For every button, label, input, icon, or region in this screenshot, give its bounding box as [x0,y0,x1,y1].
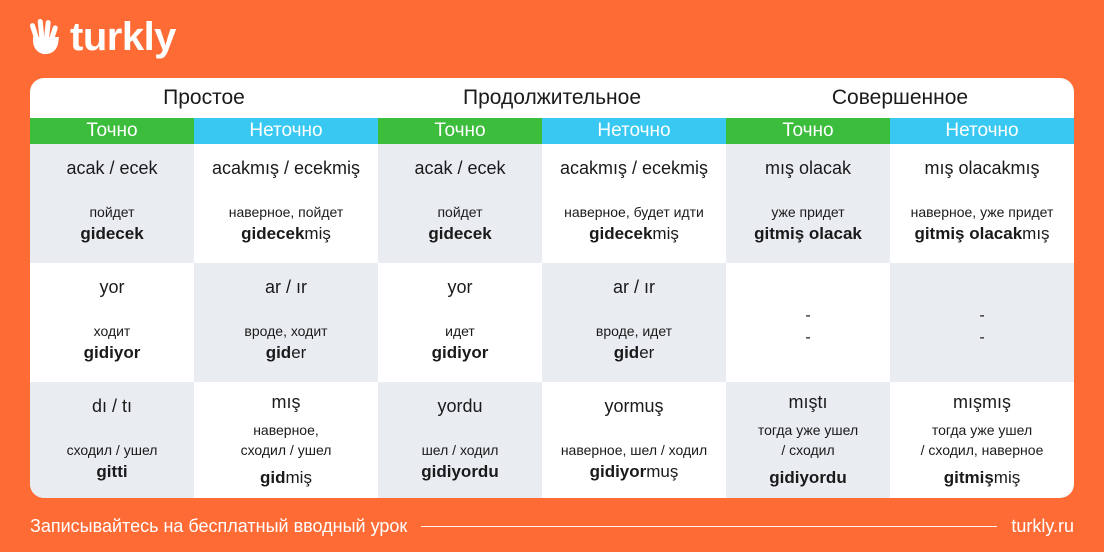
group-header-perfect: Совершенное [831,86,969,109]
example-ending: er [291,343,307,362]
translation-text: шел / ходил [421,442,499,458]
example-word [542,462,726,482]
hand-icon [28,17,64,57]
translation-text: вроде, идет [595,323,673,339]
example-stem: gid [265,343,292,362]
suffix-label: acak / ecek [414,158,506,178]
translation-text: уже придет [771,204,845,220]
suffix-label: yormuş [604,396,664,416]
example-stem: gidecek [589,224,653,243]
empty-dash: - [805,329,811,346]
table-cell [194,144,378,263]
translation-text: / сходил, наверное [920,442,1044,458]
footer-url[interactable]: turkly.ru [1011,515,1074,536]
table-cell [378,263,542,382]
example-word [30,343,194,363]
translation-text: наверное, пойдет [228,204,344,220]
example-word [726,468,890,488]
translation-text: идет [445,323,475,339]
example-stem: gid [613,343,640,362]
translation-text: / сходил [781,442,835,458]
example-stem: gidecek [80,224,144,243]
example-word [726,224,890,244]
example-stem: gidiyor [431,343,489,362]
table-cell [378,382,542,498]
example-ending: miş [285,468,312,487]
suffix-label: yor [99,277,125,297]
table-cell [194,263,378,382]
example-word [194,468,378,488]
suffix-label: yor [447,277,473,297]
example-ending: miş [993,468,1021,487]
suffix-label: dı / tı [91,396,133,416]
table-cell [542,263,726,382]
example-word [30,224,194,244]
suffix-label: ar / ır [612,277,655,297]
example-stem: gidecek [428,224,492,243]
footer-cta[interactable]: Записывайтесь на бесплатный вводный урок [30,515,408,536]
translation-text: вроде, ходит [244,323,328,339]
example-word [378,462,542,482]
example-ending: miş [652,224,679,243]
translation-text: наверное, будет идти [564,204,704,220]
table-cell [194,382,378,498]
example-word [378,343,542,363]
group-header-continuous: Продолжительное [462,86,641,109]
translation-text: пойдет [437,204,483,220]
example-word [542,224,726,244]
suffix-label: yordu [437,396,483,416]
table-cell [30,382,194,498]
translation-text: сходил / ушел [240,442,332,458]
translation-text: наверное, шел / ходил [560,442,708,458]
translation-text: ходит [93,323,131,339]
brand-logo [28,12,176,62]
translation-text: наверное, уже придет [910,204,1054,220]
table-cell [542,144,726,263]
table-cell [726,382,890,498]
table-cell [890,382,1074,498]
empty-dash: - [805,307,811,324]
table-cell [378,144,542,263]
footer [30,514,1074,538]
translation-text: тогда уже ушел [931,422,1033,438]
example-ending: miş [304,224,331,243]
example-stem: gitti [96,462,128,481]
brand-name: turkly [70,15,176,59]
example-stem: gidiyor [83,343,141,362]
example-stem: gitmiş [943,468,994,487]
group-header-simple: Простое [163,86,245,109]
suffix-label: acakmış / ecekmiş [559,158,709,178]
tense-group-headers [30,78,1074,118]
example-ending: muş [646,462,679,481]
suffix-label: mış olacak [764,158,852,178]
example-stem: gitmiş olacak [754,224,862,243]
suffix-label: acakmış / ecekmiş [211,158,361,178]
example-word [378,224,542,244]
table-cell [30,263,194,382]
table-cell [890,144,1074,263]
footer-divider [421,526,997,527]
example-word [890,468,1074,488]
suffix-label: mışmış [953,392,1011,412]
example-word [194,343,378,363]
example-stem: gidiyordu [769,468,847,487]
suffix-label: mıştı [788,392,828,412]
example-word [890,224,1074,244]
example-word [194,224,378,244]
empty-dash: - [979,329,985,346]
translation-text: наверное, [253,422,319,438]
table-cell [726,263,890,382]
empty-dash: - [979,307,985,324]
subheader-inexact: Неточно [194,118,378,144]
example-stem: gidiyor [589,462,647,481]
translation-text: тогда уже ушел [757,422,859,438]
suffix-label: mış [271,392,301,412]
suffix-label: mış olacakmış [924,158,1040,178]
example-ending: mış [1022,224,1050,243]
example-word [542,343,726,363]
subheader-exact: Точно [30,118,194,144]
example-stem: gidecek [241,224,305,243]
tense-table [30,78,1074,498]
subheader-exact: Точно [726,118,890,144]
table-cell [30,144,194,263]
example-ending: er [639,343,655,362]
table-cell [726,144,890,263]
example-stem: gid [260,468,286,487]
subheader-exact: Точно [378,118,542,144]
translation-text: сходил / ушел [66,442,158,458]
subheader-inexact: Неточно [890,118,1074,144]
suffix-label: acak / ecek [66,158,158,178]
example-stem: gitmiş olacak [914,224,1023,243]
subheader-inexact: Неточно [542,118,726,144]
translation-text: пойдет [89,204,135,220]
example-word [30,462,194,482]
table-cell [890,263,1074,382]
suffix-label: ar / ır [264,277,307,297]
table-cell [542,382,726,498]
example-stem: gidiyordu [421,462,499,481]
